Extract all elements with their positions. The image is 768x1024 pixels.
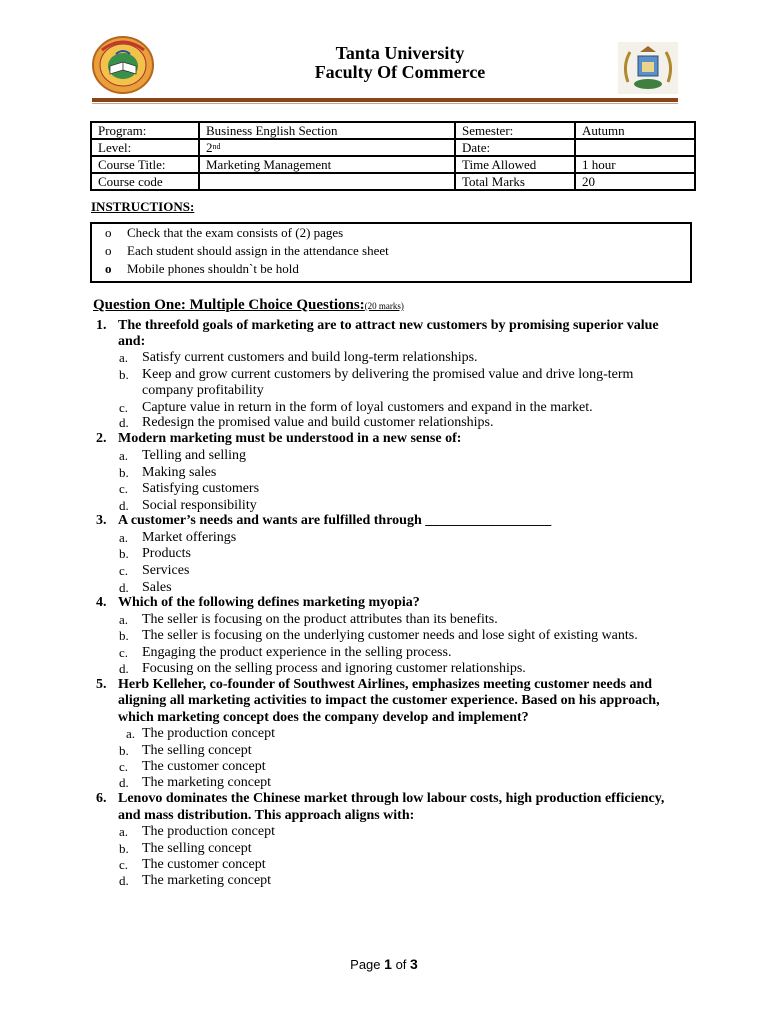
- level-cell: [199, 139, 455, 156]
- section-title-text: Question One: Multiple Choice Questions:: [93, 297, 365, 313]
- level-label: Level:: [91, 139, 199, 156]
- option-letter: c.: [119, 481, 129, 496]
- option-text: Products: [142, 546, 191, 561]
- section-title: [93, 297, 404, 314]
- question-text: which marketing concept does the company develop and implement?: [118, 710, 529, 725]
- table-row: [91, 173, 695, 190]
- table-row: [91, 139, 695, 156]
- option-text: The selling concept: [142, 841, 252, 856]
- option-text: The seller is focusing on the product attributes than its benefits.: [142, 612, 498, 627]
- option-letter: c.: [119, 759, 129, 774]
- date-value: [575, 139, 695, 156]
- option-text: Sales: [142, 580, 172, 595]
- instruction-item: [105, 242, 389, 260]
- option-text: The customer concept: [142, 857, 266, 872]
- instruction-item: [105, 260, 299, 278]
- instruction-text: Mobile phones shouldn`t be hold: [127, 261, 299, 276]
- header-rule-thin: [92, 103, 678, 104]
- section-marks: (20 marks): [364, 301, 404, 311]
- question-number: 4.: [96, 595, 107, 610]
- option-letter: b.: [119, 628, 129, 643]
- option-letter: d.: [119, 415, 129, 430]
- option-letter: c.: [119, 645, 129, 660]
- course-title-label: Course Title:: [91, 156, 199, 173]
- question-text: Lenovo dominates the Chinese market through low labour costs, high production efficiency,: [118, 791, 665, 806]
- instruction-text: Check that the exam consists of (2) pages: [127, 225, 344, 240]
- question-text: and:: [118, 334, 146, 349]
- question-text: and mass distribution. This approach aligns with:: [118, 808, 415, 823]
- option-text: The customer concept: [142, 759, 266, 774]
- instruction-text: Each student should assign in the attendance sheet: [127, 243, 389, 258]
- program-label: Program:: [91, 122, 199, 139]
- option-letter: a.: [126, 726, 136, 741]
- option-letter: a.: [119, 350, 129, 365]
- question-text: aligning all marketing activities to impact the customer experience. Based on his approach,: [118, 693, 660, 708]
- option-text: The selling concept: [142, 743, 252, 758]
- option-letter: b.: [119, 367, 129, 382]
- option-text: Redesign the promised value and build customer relationships.: [142, 415, 494, 430]
- semester-label: Semester:: [455, 122, 575, 139]
- instructions-box: [90, 222, 692, 283]
- question-number: 3.: [96, 513, 107, 528]
- course-code-value: [199, 173, 455, 190]
- option-text: Market offerings: [142, 530, 237, 545]
- total-marks-label: Total Marks: [455, 173, 575, 190]
- time-allowed-value: 1 hour: [575, 156, 695, 173]
- option-letter: c.: [119, 563, 129, 578]
- option-text: The production concept: [142, 824, 275, 839]
- option-letter: c.: [119, 400, 129, 415]
- option-letter: b.: [119, 743, 129, 758]
- bullet-icon: o: [105, 261, 112, 276]
- question-text: The threefold goals of marketing are to attract new customers by promising superior value: [118, 318, 659, 333]
- option-text: Services: [142, 563, 190, 578]
- option-text: Satisfying customers: [142, 481, 260, 496]
- option-letter: d.: [119, 661, 129, 676]
- option-letter: a.: [119, 612, 129, 627]
- option-text: Capture value in return in the form of loyal customers and expand in the market.: [142, 400, 593, 415]
- faculty-name: Faculty Of Commerce: [314, 62, 486, 82]
- question-number: 2.: [96, 431, 107, 446]
- option-letter: d.: [119, 580, 129, 595]
- exam-info-table: [90, 121, 696, 191]
- total-pages: 3: [410, 956, 418, 972]
- current-page: 1: [384, 956, 392, 972]
- option-text: Satisfy current customers and build long-term relationships.: [142, 350, 478, 365]
- option-letter: b.: [119, 546, 129, 561]
- option-letter: a.: [119, 530, 129, 545]
- option-letter: d.: [119, 873, 129, 888]
- table-row: [91, 156, 695, 173]
- option-text: The seller is focusing on the underlying customer needs and lose sight of existing wants.: [142, 628, 638, 643]
- program-value: Business English Section: [199, 122, 455, 139]
- option-text: Telling and selling: [142, 448, 247, 463]
- question-number: 1.: [96, 318, 107, 333]
- of-word: of: [395, 957, 407, 972]
- course-code-label: Course code: [91, 173, 199, 190]
- date-label: Date:: [455, 139, 575, 156]
- option-text: Making sales: [142, 465, 217, 480]
- question-number: 6.: [96, 791, 107, 806]
- question-text: Which of the following defines marketing myopia?: [118, 595, 420, 610]
- university-name: Tanta University: [335, 43, 465, 63]
- level-value: 2: [206, 140, 213, 155]
- question-text: A customer’s needs and wants are fulfilled through __________________: [118, 513, 552, 528]
- question-number: 5.: [96, 677, 107, 692]
- option-letter: c.: [119, 857, 129, 872]
- level-suffix: nd: [212, 142, 221, 151]
- option-letter: a.: [119, 448, 129, 463]
- total-marks-value: 20: [575, 173, 695, 190]
- option-text: The marketing concept: [142, 775, 272, 790]
- option-text: Keep and grow current customers by delivering the promised value and drive long-term: [142, 367, 634, 382]
- page-number: [0, 956, 768, 972]
- option-letter: b.: [119, 841, 129, 856]
- page-word: Page: [350, 957, 381, 972]
- time-allowed-label: Time Allowed: [455, 156, 575, 173]
- option-text: Social responsibility: [142, 498, 257, 513]
- instructions-title: INSTRUCTIONS:: [91, 199, 195, 214]
- option-text: The production concept: [142, 726, 275, 741]
- option-letter: d.: [119, 498, 129, 513]
- option-text: Focusing on the selling process and ignoring customer relationships.: [142, 661, 526, 676]
- semester-value: Autumn: [575, 122, 695, 139]
- header-rule: [92, 98, 678, 102]
- option-text: The marketing concept: [142, 873, 272, 888]
- option-letter: b.: [119, 465, 129, 480]
- question-text: Modern marketing must be understood in a new sense of:: [118, 431, 462, 446]
- question-text: Herb Kelleher, co-founder of Southwest Airlines, emphasizes meeting customer needs and: [118, 677, 653, 692]
- option-text: Engaging the product experience in the selling process.: [142, 645, 452, 660]
- option-letter: d.: [119, 775, 129, 790]
- option-text: company profitability: [142, 383, 264, 398]
- bullet-icon: o: [105, 243, 112, 258]
- course-title-value: Marketing Management: [199, 156, 455, 173]
- instruction-item: [105, 224, 343, 242]
- option-letter: a.: [119, 824, 129, 839]
- table-row: [91, 122, 695, 139]
- bullet-icon: o: [105, 225, 112, 240]
